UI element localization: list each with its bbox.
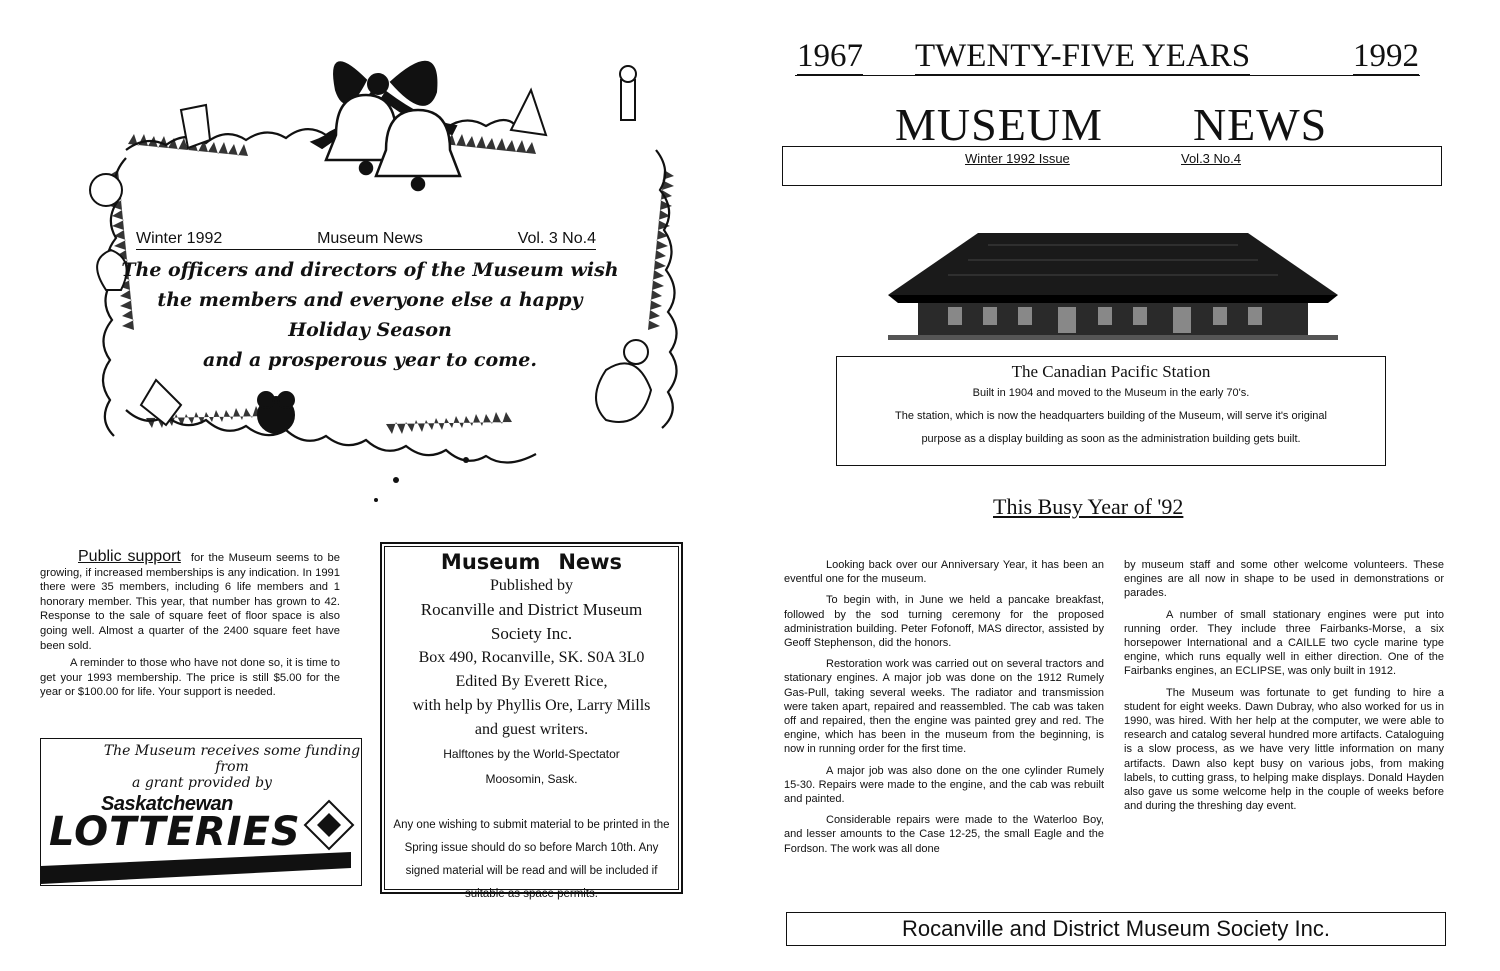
article-paragraph: Considerable repairs were made to the Waterloo Boy, and lesser amounts to the Case 12-25, the small Eagle and the Fordson. The work was all done <box>784 814 1104 855</box>
article-paragraph: To begin with, in June we held a pancake breakfast, followed by the sod turning ceremony for the proposed administration building. Peter Fofonoff, MAS director, assisted by Geoff Stephenson, did the honors. <box>784 594 1104 650</box>
public-support-heading: Public support <box>78 548 181 565</box>
society-footer: Rocanville and District Museum Society Inc. <box>786 912 1446 946</box>
halftones-credit: Halftones by the World-Spectator <box>443 747 620 761</box>
article-heading: This Busy Year of '92 <box>993 494 1184 519</box>
station-caption-box <box>836 356 1386 466</box>
lotteries-logo-small: Saskatchewan <box>101 793 233 815</box>
greeting-line: The officers and directors of the Museum wish <box>121 259 619 281</box>
masthead-title-museum: Museum <box>440 550 541 574</box>
society-address: Box 490, Rocanville, SK. S0A 3L0 <box>418 649 645 666</box>
newsletter-title-news: NEWS <box>1192 99 1328 150</box>
editor: Edited By Everett Rice, <box>455 673 608 690</box>
public-support-text: for the Museum seems to be growing, if increased memberships is any indication. In 1991 there were 35 members, including 6 life members and 1 honorary member. This year, that number has grown to 42. Response to the sale of square feet of floor space is also going well. Almost a quarter of the 2400 square feet have been sold. <box>40 552 341 652</box>
station-line-2: The station, which is now the headquarters building of the Museum, will serve it's original <box>895 410 1327 422</box>
card-header <box>136 230 596 250</box>
lotteries-line-2: a grant provided by <box>132 775 272 791</box>
greeting-line: and a prosperous year to come. <box>203 349 537 371</box>
halftones-location: Moosomin, Sask. <box>485 772 578 786</box>
article-paragraph: A number of small stationary engines were put into running order. They include three Fairbanks-Morse, a six horsepower International and a CAILLE two cycle marine type engine, which runs equally well in either direction. One of the Fairbanks engines, an ECLIPSE, was only built in 1912. <box>1124 608 1444 678</box>
newsletter-title <box>895 98 1327 151</box>
banner-year-start: 1967 <box>797 38 863 74</box>
issue-info-box <box>782 146 1442 186</box>
article-paragraph: by museum staff and some other welcome volunteers. These engines are all now in shape to be used in demonstrations or parades. <box>1124 559 1444 600</box>
submission-notice: Any one wishing to submit material to be printed in the Spring issue should do so before March 10th. Any signed material will be read and will be included if suitable as space permits. <box>393 819 670 900</box>
article-column-1 <box>784 558 1104 863</box>
lotteries-line-1: The Museum receives some funding from <box>103 743 361 775</box>
article-paragraph: A major job was also done on the one cylinder Rumely 15-30. Repairs were made to the engine, and the cab was rebuilt and painted. <box>784 764 1104 806</box>
greeting-line: Holiday Season <box>288 319 452 341</box>
station-line-3: purpose as a display building as soon as the administration building gets built. <box>921 433 1301 445</box>
lotteries-logo-big: LOTTERIES <box>49 809 301 855</box>
card-volume: Vol. 3 No.4 <box>517 230 596 247</box>
public-support-article <box>40 550 340 700</box>
society-name: Rocanville and District Museum <box>420 600 643 619</box>
issue-label: Winter 1992 Issue <box>965 151 1070 166</box>
article-paragraph: The Museum was fortunate to get funding to hire a student for eight weeks. Dawn Dubray, who also worked for us in 1990, was hired. With her help at the computer, we were able to research and catalog several hundred more artifacts. Cataloguing is a slow process, as we have very little information on many artifacts. Dawn also kept busy on various jobs, from making labels, to cutting grass, to helping make displays. Donald Hayden also gave us some welcome help in the couple of weeks before and during the threshing day event. <box>1124 686 1444 813</box>
railway-station-photo <box>888 225 1338 340</box>
station-title: The Canadian Pacific Station <box>1011 362 1211 381</box>
lotteries-emblem-icon <box>303 799 355 851</box>
article-paragraph: Looking back over our Anniversary Year, it has been an eventful one for the museum. <box>784 559 1104 586</box>
newsletter-title-museum: MUSEUM <box>895 99 1103 150</box>
greeting-line: the members and everyone else a happy <box>157 289 583 311</box>
lotteries-box <box>40 738 362 886</box>
society-suffix: Society Inc. <box>490 624 573 643</box>
lotteries-notice <box>41 743 363 791</box>
masthead-title-news: News <box>558 550 623 574</box>
article-column-2 <box>1124 558 1444 820</box>
article-paragraph: Restoration work was carried out on several tractors and stationary engines. A major job was done on the 1912 Rumely Gas-Pull, taking several weeks. The radiator and transmission were taken apart, repaired and reassembled. The cab was taken off and repaired, then the engine was painted grey and red. The engine, which has been in the museum from the beginning, is now in running order for the first time. <box>784 658 1104 756</box>
holiday-greeting <box>120 255 620 375</box>
banner-year-end: 1992 <box>1353 38 1419 74</box>
anniversary-banner <box>795 38 1420 78</box>
public-support-paragraph <box>40 550 340 653</box>
guest-writers: and guest writers. <box>474 721 589 738</box>
card-publication: Museum News <box>317 230 423 247</box>
volume-label: Vol.3 No.4 <box>1181 151 1241 166</box>
membership-reminder: A reminder to those who have not done so, it is time to get your 1993 membership. The price is still $5.00 for the year or $100.00 for life. Your support is needed. <box>40 657 340 699</box>
masthead-box <box>380 542 683 900</box>
card-season: Winter 1992 <box>136 230 223 247</box>
banner-title: TWENTY-FIVE YEARS <box>915 38 1251 74</box>
published-by: Published by <box>489 577 574 594</box>
editor-helpers: with help by Phyllis Ore, Larry Mills <box>412 697 651 714</box>
station-line-1: Built in 1904 and moved to the Museum in the early 70's. <box>972 387 1250 399</box>
masthead-title <box>382 550 681 574</box>
